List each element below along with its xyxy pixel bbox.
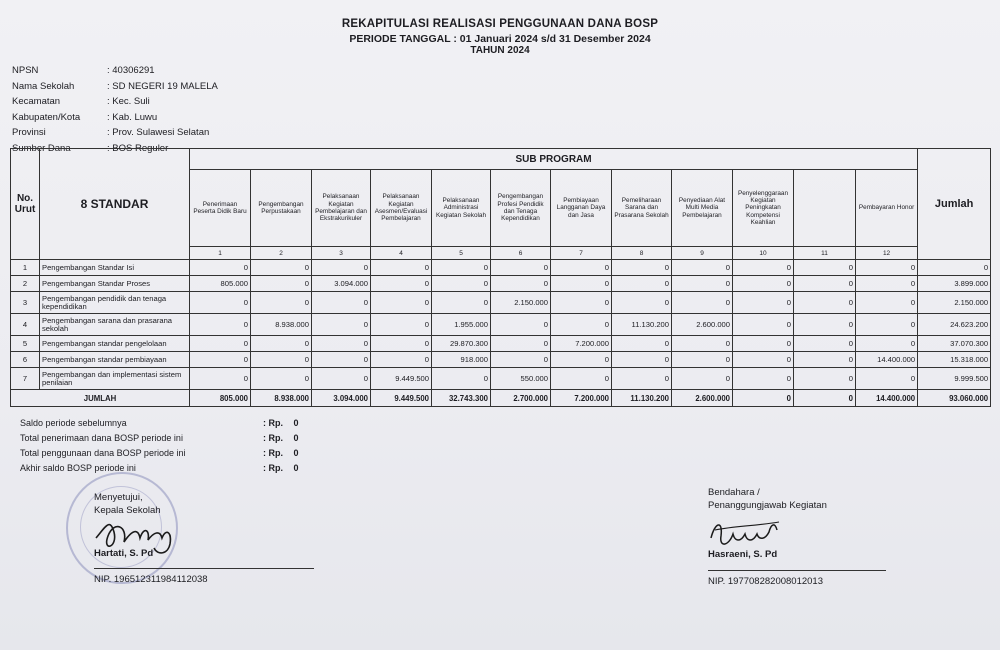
table-cell: 0	[312, 314, 371, 336]
row-number: 7	[11, 368, 40, 390]
no-urut-header: No. Urut	[11, 149, 40, 260]
table-cell: 0	[190, 352, 251, 368]
treasurer-name: Hasraeni, S. Pd	[708, 549, 778, 560]
info-value: : Kab. Luwu	[107, 111, 158, 123]
row-label: Pengembangan standar pengelolaan	[40, 336, 190, 352]
treasurer-signature	[705, 512, 785, 554]
row-label: Pengembangan Standar Isi	[40, 260, 190, 276]
table-cell: 0	[794, 314, 856, 336]
table-cell: 0	[733, 368, 794, 390]
sub-program-column-header: Pemeliharaan Sarana dan Prasarana Sekolah	[612, 170, 672, 247]
row-label: Pengembangan dan implementasi sistem penilaian	[40, 368, 190, 390]
row-total: 3.899.000	[918, 276, 991, 292]
total-cell: 805.000	[190, 390, 251, 407]
table-cell: 0	[733, 260, 794, 276]
table-cell: 2.600.000	[672, 314, 733, 336]
standar-header: 8 STANDAR	[40, 149, 190, 260]
table-cell: 0	[733, 352, 794, 368]
table-cell: 0	[371, 260, 432, 276]
summary-currency: : Rp.	[263, 432, 283, 443]
right-sign-role-2: Penanggungjawab Kegiatan	[708, 500, 827, 511]
row-total: 0	[918, 260, 991, 276]
info-row-regency	[12, 110, 218, 126]
headmaster-nip: NIP. 196512311984112038	[94, 574, 208, 585]
sub-program-column-header	[794, 170, 856, 247]
row-total: 37.070.300	[918, 336, 991, 352]
table-cell: 0	[371, 352, 432, 368]
left-sign-role: Kepala Sekolah	[94, 505, 161, 516]
table-cell: 2.150.000	[491, 292, 551, 314]
table-cell: 0	[612, 260, 672, 276]
table-cell: 0	[794, 292, 856, 314]
row-number: 1	[11, 260, 40, 276]
table-cell: 0	[794, 352, 856, 368]
row-total: 24.623.200	[918, 314, 991, 336]
table-cell: 0	[432, 368, 491, 390]
summary-row	[20, 430, 299, 445]
total-cell: 7.200.000	[551, 390, 612, 407]
total-label: JUMLAH	[11, 390, 190, 407]
info-label: Provinsi	[12, 127, 46, 139]
info-label: NPSN	[12, 65, 39, 77]
sub-program-column-header: Pengembangan Profesi Pendidik dan Tenaga Kependidikan	[491, 170, 551, 247]
table-cell: 0	[733, 336, 794, 352]
row-number: 4	[11, 314, 40, 336]
table-cell: 0	[612, 276, 672, 292]
info-row-school-name	[12, 79, 218, 95]
table-cell: 7.200.000	[551, 336, 612, 352]
document-title: REKAPITULASI REALISASI PENGGUNAAN DANA BOSP	[341, 18, 659, 30]
table-cell: 0	[432, 276, 491, 292]
table-cell: 0	[672, 260, 733, 276]
info-row-province	[12, 125, 218, 141]
table-cell: 8.938.000	[251, 314, 312, 336]
table-cell: 3.094.000	[312, 276, 371, 292]
table-cell: 0	[733, 276, 794, 292]
sub-program-column-header: Penerimaan Peserta Didik Baru	[190, 170, 251, 247]
sub-program-column-header: Pembiayaan Langganan Daya dan Jasa	[551, 170, 612, 247]
sub-program-header: SUB PROGRAM	[190, 149, 918, 170]
table-cell: 0	[190, 314, 251, 336]
summary-value: 0	[293, 447, 299, 458]
table-cell: 0	[432, 260, 491, 276]
row-total: 9.999.500	[918, 368, 991, 390]
sub-program-column-header: Pelaksanaan Kegiatan Pembelajaran dan Ekstrakurikuler	[312, 170, 371, 247]
row-label: Pengembangan pendidik dan tenaga kependidikan	[40, 292, 190, 314]
row-number: 5	[11, 336, 40, 352]
table-cell: 0	[251, 276, 312, 292]
table-cell: 0	[551, 276, 612, 292]
table-cell: 0	[491, 314, 551, 336]
headmaster-name: Hartati, S. Pd	[94, 548, 154, 559]
table-row	[11, 352, 991, 368]
column-number: 5	[432, 247, 491, 260]
recap-table	[10, 148, 991, 407]
table-cell: 0	[312, 292, 371, 314]
table-cell: 0	[251, 368, 312, 390]
table-cell: 0	[551, 314, 612, 336]
info-row-npsn	[12, 63, 218, 79]
total-cell: 11.130.200	[612, 390, 672, 407]
total-cell: 0	[733, 390, 794, 407]
table-cell: 0	[733, 292, 794, 314]
total-cell: 14.400.000	[856, 390, 918, 407]
table-cell: 0	[672, 292, 733, 314]
row-label: Pengembangan sarana dan prasarana sekolah	[40, 314, 190, 336]
table-cell: 0	[551, 368, 612, 390]
table-cell: 0	[612, 292, 672, 314]
sub-program-column-header: Pelaksanaan Kegiatan Asesmen/Evaluasi Pembelajaran	[371, 170, 432, 247]
column-number: 10	[733, 247, 794, 260]
info-label: Kecamatan	[12, 96, 61, 108]
summary-row	[20, 460, 299, 475]
summary-label: Total penggunaan dana BOSP periode ini	[20, 447, 186, 458]
column-number: 2	[251, 247, 312, 260]
document-period: PERIODE TANGGAL : 01 Januari 2024 s/d 31 Desember 2024	[349, 33, 651, 45]
table-cell: 0	[491, 276, 551, 292]
column-number: 11	[794, 247, 856, 260]
total-cell: 9.449.500	[371, 390, 432, 407]
table-cell: 0	[190, 336, 251, 352]
table-cell: 805.000	[190, 276, 251, 292]
table-cell: 0	[491, 336, 551, 352]
summary-value: 0	[293, 462, 299, 473]
balance-summary	[20, 415, 299, 475]
row-total: 15.318.000	[918, 352, 991, 368]
table-cell: 0	[856, 292, 918, 314]
table-cell: 0	[251, 336, 312, 352]
summary-currency: : Rp.	[263, 462, 283, 473]
table-cell: 1.955.000	[432, 314, 491, 336]
column-number: 12	[856, 247, 918, 260]
table-cell: 0	[672, 368, 733, 390]
table-cell: 0	[432, 292, 491, 314]
column-number: 3	[312, 247, 371, 260]
left-sign-approval: Menyetujui,	[94, 492, 143, 503]
summary-label: Total penerimaan dana BOSP periode ini	[20, 432, 183, 443]
info-value: : SD NEGERI 19 MALELA	[107, 80, 218, 92]
summary-value: 0	[293, 417, 299, 428]
sub-program-column-header: Pelaksanaan Administrasi Kegiatan Sekolah	[432, 170, 491, 247]
table-row	[11, 260, 991, 276]
table-cell: 0	[491, 260, 551, 276]
table-cell: 0	[794, 260, 856, 276]
table-row	[11, 292, 991, 314]
info-value: : Kec. Suli	[107, 96, 150, 108]
table-cell: 0	[190, 260, 251, 276]
row-label: Pengembangan standar pembiayaan	[40, 352, 190, 368]
table-cell: 0	[491, 352, 551, 368]
row-number: 2	[11, 276, 40, 292]
sub-program-column-header: Penyelenggaraan Kegiatan Peningkatan Kompetensi Keahlian	[733, 170, 794, 247]
table-cell: 0	[612, 352, 672, 368]
info-row-district	[12, 94, 218, 110]
row-number: 3	[11, 292, 40, 314]
table-cell: 29.870.300	[432, 336, 491, 352]
table-cell: 0	[856, 276, 918, 292]
school-info	[12, 63, 218, 156]
table-cell: 0	[551, 292, 612, 314]
table-cell: 14.400.000	[856, 352, 918, 368]
sub-program-column-header: Pembayaran Honor	[856, 170, 918, 247]
summary-label: Akhir saldo BOSP periode ini	[20, 462, 136, 473]
table-cell: 0	[794, 368, 856, 390]
table-cell: 0	[856, 368, 918, 390]
document-year: TAHUN 2024	[470, 45, 530, 56]
table-cell: 0	[856, 314, 918, 336]
table-cell: 0	[733, 314, 794, 336]
table-cell: 0	[612, 336, 672, 352]
jumlah-header: Jumlah	[918, 149, 991, 260]
table-cell: 0	[190, 292, 251, 314]
summary-value: 0	[293, 432, 299, 443]
table-cell: 0	[551, 260, 612, 276]
table-row	[11, 314, 991, 336]
info-value: : BOS Reguler	[107, 142, 169, 154]
total-cell: 2.600.000	[672, 390, 733, 407]
table-cell: 0	[251, 292, 312, 314]
total-cell: 0	[794, 390, 856, 407]
table-cell: 0	[251, 352, 312, 368]
table-cell: 0	[251, 260, 312, 276]
column-number: 1	[190, 247, 251, 260]
summary-row	[20, 445, 299, 460]
info-label: Nama Sekolah	[12, 80, 75, 92]
summary-currency: : Rp.	[263, 417, 283, 428]
table-cell: 0	[371, 314, 432, 336]
table-cell: 0	[371, 292, 432, 314]
table-cell: 0	[794, 276, 856, 292]
summary-row	[20, 415, 299, 430]
table-cell: 0	[371, 276, 432, 292]
table-cell: 0	[312, 260, 371, 276]
info-value: : 40306291	[107, 65, 155, 77]
column-number: 9	[672, 247, 733, 260]
table-cell: 0	[672, 276, 733, 292]
column-number: 8	[612, 247, 672, 260]
total-cell: 3.094.000	[312, 390, 371, 407]
table-cell: 0	[856, 260, 918, 276]
table-row	[11, 276, 991, 292]
total-cell: 2.700.000	[491, 390, 551, 407]
table-cell: 0	[672, 352, 733, 368]
table-cell: 0	[371, 336, 432, 352]
treasurer-nip: NIP. 197708282008012013	[708, 576, 823, 587]
table-row	[11, 368, 991, 390]
table-cell: 0	[551, 352, 612, 368]
total-cell: 32.743.300	[432, 390, 491, 407]
table-cell: 0	[312, 336, 371, 352]
table-cell: 918.000	[432, 352, 491, 368]
table-cell: 9.449.500	[371, 368, 432, 390]
column-number: 4	[371, 247, 432, 260]
table-row	[11, 336, 991, 352]
sub-program-column-header: Pengembangan Perpustakaan	[251, 170, 312, 247]
table-cell: 0	[312, 352, 371, 368]
info-label: Sumber Dana	[12, 142, 71, 154]
info-value: : Prov. Sulawesi Selatan	[107, 127, 210, 139]
row-number: 6	[11, 352, 40, 368]
total-row	[11, 390, 991, 407]
info-label: Kabupaten/Kota	[12, 111, 81, 123]
signature-line	[94, 568, 314, 569]
table-cell: 0	[190, 368, 251, 390]
table-cell: 0	[612, 368, 672, 390]
summary-currency: : Rp.	[263, 447, 283, 458]
table-cell: 0	[794, 336, 856, 352]
summary-label: Saldo periode sebelumnya	[20, 417, 127, 428]
grand-total: 93.060.000	[918, 390, 991, 407]
row-label: Pengembangan Standar Proses	[40, 276, 190, 292]
table-cell: 0	[856, 336, 918, 352]
table-cell: 0	[672, 336, 733, 352]
column-number: 6	[491, 247, 551, 260]
total-cell: 8.938.000	[251, 390, 312, 407]
table-cell: 11.130.200	[612, 314, 672, 336]
right-sign-role: Bendahara /	[708, 487, 760, 498]
row-total: 2.150.000	[918, 292, 991, 314]
table-cell: 0	[312, 368, 371, 390]
column-number: 7	[551, 247, 612, 260]
table-cell: 550.000	[491, 368, 551, 390]
signature-line	[708, 570, 886, 571]
sub-program-column-header: Penyediaan Alat Multi Media Pembelajaran	[672, 170, 733, 247]
